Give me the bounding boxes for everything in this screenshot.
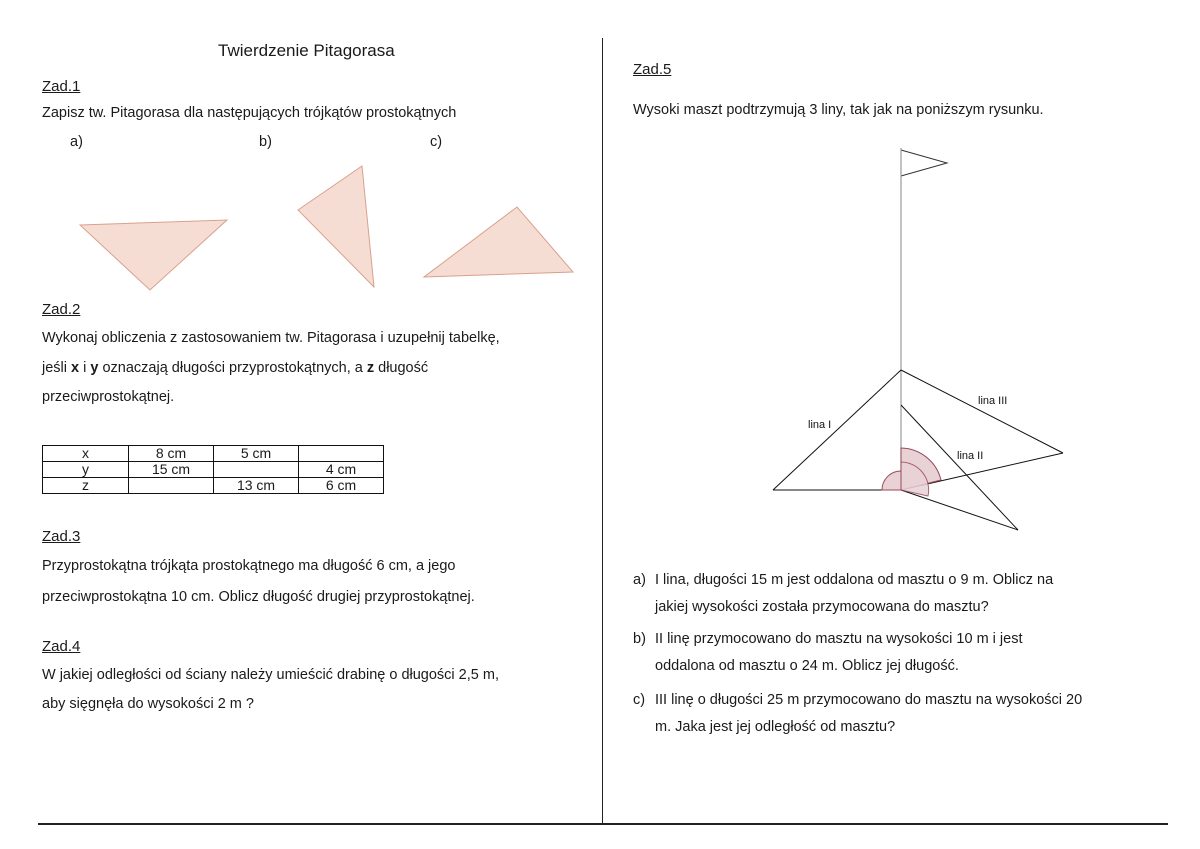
zad1-label-a: a) (70, 134, 83, 150)
zad1-heading: Zad.1 (42, 78, 81, 95)
table-cell: 5 cm (214, 446, 299, 462)
zad5-item-a (633, 567, 1053, 621)
zad2-line-1: Wykonaj obliczenia z zastosowaniem tw. Pitagorasa i uzupełnij tabelkę, (42, 330, 500, 346)
table-cell: 15 cm (129, 462, 214, 478)
table-cell: 4 cm (299, 462, 384, 478)
zad3-heading: Zad.3 (42, 528, 81, 545)
rope-label-3: lina III (978, 395, 1008, 407)
table-cell: z (43, 478, 129, 494)
list-line: I lina, długości 15 m jest oddalona od masztu o 9 m. Oblicz na (655, 572, 1054, 588)
zad5-item-b (633, 626, 1022, 680)
zad2-line-3: przeciwprostokątnej. (42, 389, 175, 405)
rope-2-ground (901, 490, 1018, 530)
zad1-label-c: c) (430, 134, 443, 150)
zad2-line-2: jeśli x i y oznaczają długości przyprostokątnych, a z długość (42, 360, 429, 376)
table-cell: y (43, 462, 129, 478)
flag-icon (901, 150, 947, 176)
list-line: oddalona od masztu o 24 m. Oblicz jej długość. (655, 658, 959, 674)
zad4-line-1: W jakiej odległości od ściany należy umieścić drabinę o długości 2,5 m, (42, 667, 499, 683)
list-line: III linę o długości 25 m przymocowano do masztu na wysokości 20 (655, 692, 1083, 708)
table-cell: 8 cm (129, 446, 214, 462)
var-y: y (90, 360, 99, 376)
list-line: II linę przymocowano do masztu na wysokości 10 m i jest (655, 631, 1023, 647)
rope-1 (773, 370, 901, 490)
zad4-heading: Zad.4 (42, 638, 81, 655)
table-cell: 13 cm (214, 478, 299, 494)
var-z: z (366, 360, 375, 376)
zad4-line-2: aby sięgnęła do wysokości 2 m ? (42, 696, 254, 712)
zad1-text: Zapisz tw. Pitagorasa dla następujących trójkątów prostokątnych (42, 105, 457, 121)
list-marker: b) (633, 631, 646, 647)
rope-label-1: lina I (808, 419, 832, 431)
list-line: m. Jaka jest jej odległość od masztu? (655, 719, 896, 735)
table-cell: 6 cm (299, 478, 384, 494)
list-marker: a) (633, 572, 646, 588)
zad2-heading: Zad.2 (42, 301, 81, 318)
zad1-label-b: b) (259, 134, 272, 150)
rope-3 (901, 370, 1063, 453)
rope-label-2: lina II (957, 450, 984, 462)
list-marker: c) (633, 692, 646, 708)
zad3-line-1: Przyprostokątna trójkąta prostokątnego ma długość 6 cm, a jego (42, 558, 456, 574)
zad5-text: Wysoki maszt podtrzymują 3 liny, tak jak na poniższym rysunku. (633, 102, 1044, 118)
zad5-heading: Zad.5 (633, 61, 672, 78)
list-line: jakiej wysokości została przymocowana do masztu? (655, 599, 989, 615)
var-x: x (71, 360, 80, 376)
table-cell: x (43, 446, 129, 462)
right-angle-marker (882, 471, 901, 490)
zad5-item-c (633, 687, 1082, 741)
page-title: Twierdzenie Pitagorasa (218, 41, 395, 60)
zad3-line-2: przeciwprostokątna 10 cm. Oblicz długość drugiej przyprostokątnej. (42, 589, 475, 605)
